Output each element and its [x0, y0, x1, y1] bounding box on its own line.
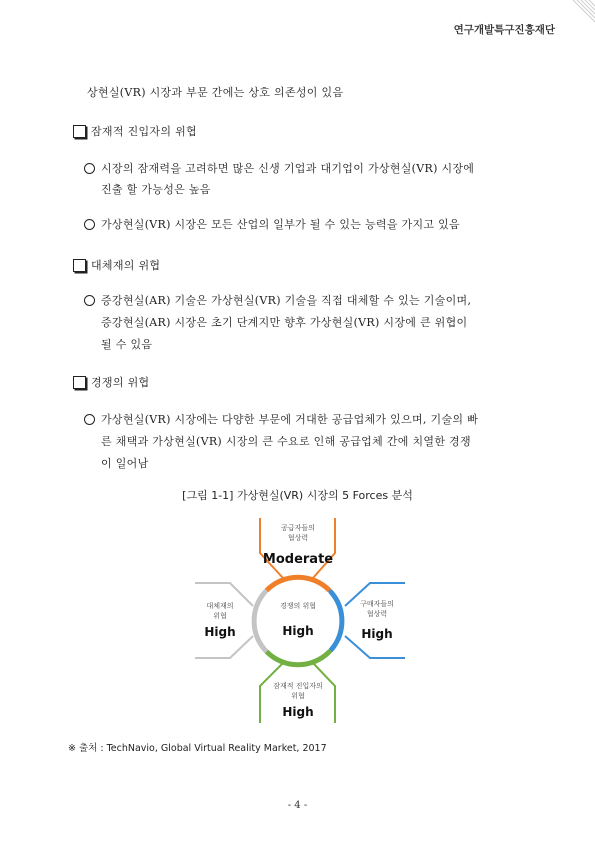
bullet-text: 증강현실(AR) 기술은 가상현실(VR) 기술을 직접 대체할 수 있는 기술이며,: [101, 294, 472, 307]
ring-segment-bottom: [267, 652, 329, 665]
force-bottom-label-line1: 잠재적 진입자의: [273, 682, 323, 690]
bullet-circle-icon: [84, 414, 95, 425]
force-bottom-level: High: [282, 705, 314, 719]
page-header: [0, 0, 595, 52]
bullet-text: 가상현실(VR) 시장에는 다양한 부문에 거대한 공급업체가 있으며, 기술의 빠: [101, 413, 479, 426]
intro-line: 상현실(VR) 시장과 부문 간에는 상호 의존성이 있음: [87, 86, 344, 99]
section-title-competition: 경쟁의 위협: [91, 376, 150, 389]
checkbox-icon: [73, 125, 86, 138]
left-connector-line-bottom: [195, 636, 253, 658]
force-right-label-line2: 협상력: [366, 610, 388, 618]
force-bottom-label-line2: 위협: [291, 692, 305, 700]
bullet-text: 증강현실(AR) 시장은 초기 단계지만 향후 가상현실(VR) 시장에 큰 위협이: [101, 316, 468, 329]
bottom-connector-line: [260, 663, 283, 723]
force-center-level: High: [282, 624, 314, 638]
force-right-label-line1: 구매자들의: [360, 600, 394, 608]
ring-segment-right: [331, 592, 342, 650]
ring-segment-top: [267, 577, 329, 590]
header-decoration-stripes: [565, 0, 595, 30]
bullet-text: 가상현실(VR) 시장은 모든 산업의 일부가 될 수 있는 능력을 가지고 있음: [101, 218, 460, 231]
ring-segment-left: [254, 592, 265, 650]
force-center-label: 경쟁의 위협: [279, 602, 317, 610]
top-connector-line-right: [313, 518, 335, 578]
figure-source: ※ 출처 : TechNavio, Global Virtual Reality Market, 2017: [68, 743, 327, 754]
force-top-label-line2: 협상력: [287, 534, 309, 542]
force-left-label-line2: 위협: [213, 612, 227, 620]
bullet-circle-icon: [84, 219, 95, 230]
section-title-potential-entrants: 잠재적 진입자의 위협: [91, 125, 197, 138]
section-title-substitutes: 대체재의 위협: [91, 259, 161, 272]
checkbox-icon: [73, 259, 86, 272]
page-number: - 4 -: [287, 800, 308, 811]
top-connector-line: [260, 518, 283, 578]
five-forces-diagram: [195, 518, 405, 723]
header-org-name: 연구개발특구진흥재단: [453, 24, 555, 36]
bullet-text: 될 수 있음: [101, 338, 153, 351]
checkbox-icon: [73, 376, 86, 389]
force-top-level: Moderate: [262, 552, 334, 567]
bullet-text: 시장의 잠재력을 고려하면 많은 신생 기업과 대기업이 가상현실(VR) 시장에: [101, 162, 475, 175]
force-right-level: High: [361, 627, 393, 641]
bullet-circle-icon: [84, 295, 95, 306]
bullet-text: 른 채택과 가상현실(VR) 시장의 큰 수요로 인해 공급업체 간에 치열한 경쟁: [101, 435, 471, 448]
force-left-label-line1: 대체재의: [206, 602, 234, 610]
bullet-text: 이 일어남: [101, 457, 149, 470]
force-top-label-line1: 공급자들의: [281, 524, 315, 532]
bullet-text: 진출 할 가능성은 높음: [101, 183, 211, 196]
bottom-connector-line-right: [313, 663, 335, 723]
bullet-circle-icon: [84, 163, 95, 174]
force-left-level: High: [204, 625, 236, 639]
figure-caption: [그림 1-1] 가상현실(VR) 시장의 5 Forces 분석: [182, 489, 413, 502]
